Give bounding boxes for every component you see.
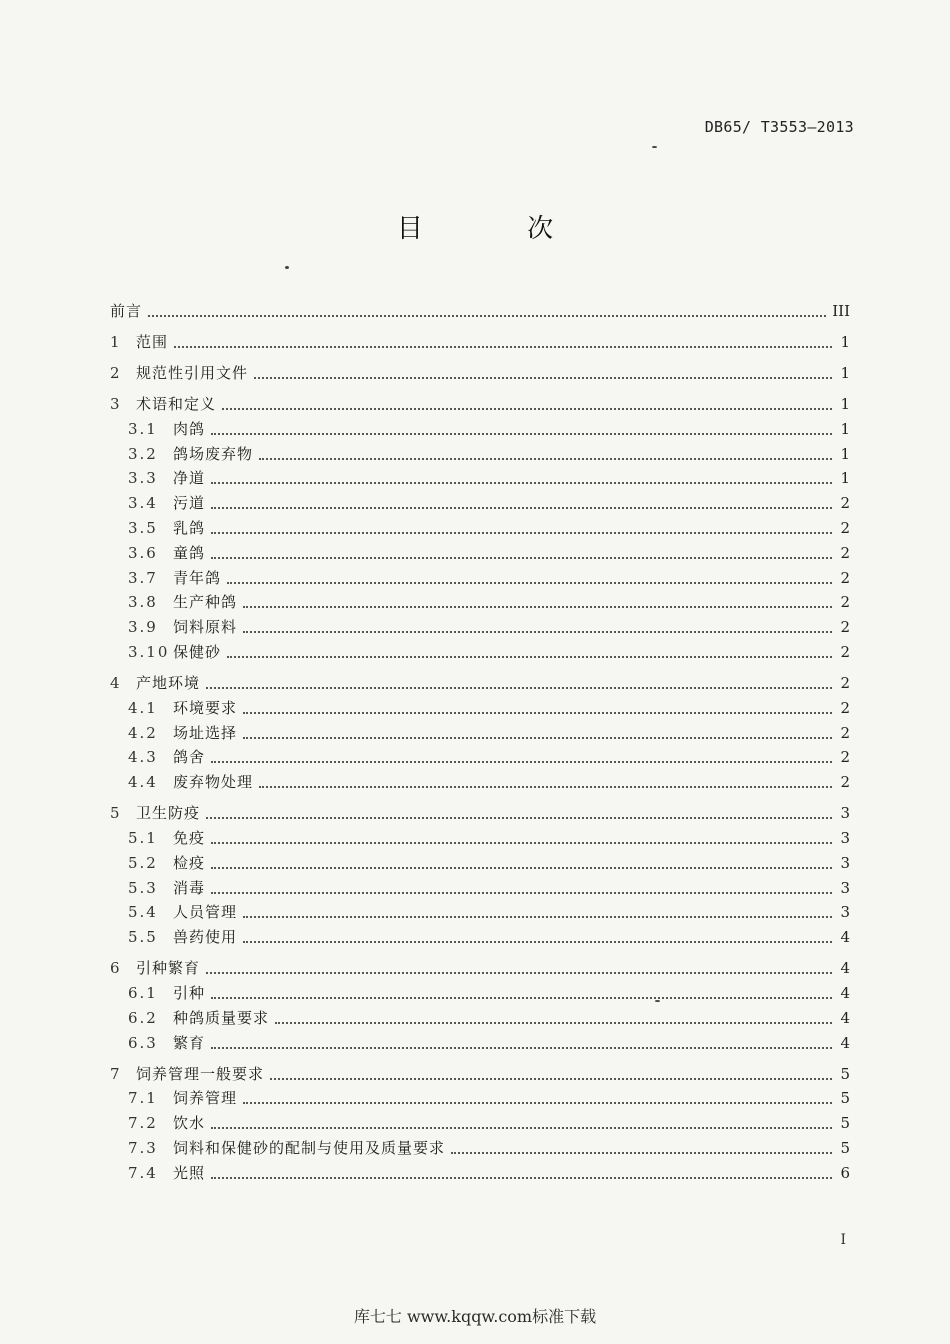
toc-entry-page: 1	[840, 469, 850, 488]
toc-subentry[interactable]	[110, 488, 850, 513]
toc-entry-label: 饲养管理一般要求	[136, 1064, 265, 1083]
dot-leader	[211, 1046, 832, 1049]
toc-entry-label: 场址选择	[173, 723, 238, 742]
toc-entry-page: 4	[840, 959, 850, 978]
dot-leader	[259, 457, 832, 460]
toc-entry-label: 乳鸽	[173, 518, 206, 537]
toc-entry-page: 2	[840, 673, 850, 692]
toc-subentry[interactable]	[110, 718, 850, 743]
toc-entry-label: 引种繁育	[136, 959, 201, 978]
toc-entry-number: 5.4	[128, 903, 158, 922]
toc-entry-number: 7.3	[128, 1138, 158, 1157]
toc-entry-number: 4.4	[128, 773, 158, 792]
toc-entry-number: 2	[110, 364, 122, 382]
toc-entry-page: 3	[840, 828, 850, 847]
toc-entry-number: 6.2	[128, 1008, 158, 1027]
toc-entry-page: 1	[840, 364, 850, 382]
toc-subentry[interactable]	[110, 1003, 850, 1028]
toc-entry-page: 4	[840, 983, 850, 1002]
toc-entry-page: 4	[840, 928, 850, 947]
dot-leader	[211, 1176, 832, 1179]
dot-leader	[270, 1077, 832, 1080]
toc-entry-page: 3	[840, 878, 850, 897]
toc-subentry[interactable]	[110, 563, 850, 588]
dot-leader	[206, 686, 832, 689]
toc-entry-page: 2	[840, 568, 850, 587]
toc-entry-page: 1	[840, 333, 850, 351]
toc-entry-page: 1	[840, 395, 850, 413]
toc-subentry[interactable]	[110, 1084, 850, 1109]
toc-entry-label: 人员管理	[173, 903, 238, 922]
toc-entry[interactable]	[110, 290, 850, 321]
toc-subentry[interactable]	[110, 439, 850, 464]
dot-leader	[148, 314, 826, 317]
toc-entry-number: 1	[110, 333, 122, 351]
toc-subentry[interactable]	[110, 873, 850, 898]
toc-entry-label: 废弃物处理	[173, 773, 254, 792]
toc-entry-label: 前言	[110, 302, 143, 320]
toc-entry-number: 5.1	[128, 828, 158, 847]
toc-entry-page: 2	[840, 518, 850, 537]
toc-entry-page: 4	[840, 1033, 850, 1052]
toc-entry[interactable]	[110, 321, 850, 352]
toc-entry-page: 3	[840, 804, 850, 823]
toc-entry[interactable]	[110, 383, 850, 414]
toc-entry-label: 繁育	[173, 1033, 206, 1052]
toc-entry-page: 3	[840, 853, 850, 872]
dot-leader	[227, 655, 832, 658]
toc-entry-number: 5.5	[128, 928, 158, 947]
dot-leader	[211, 506, 832, 509]
scan-speck	[655, 1000, 660, 1002]
toc-entry-page: 5	[840, 1138, 850, 1157]
toc-entry-page: 6	[840, 1163, 850, 1182]
toc-entry-number: 5	[110, 804, 122, 823]
toc-subentry[interactable]	[110, 848, 850, 873]
toc-entry-page: 1	[840, 444, 850, 463]
dot-leader	[211, 866, 832, 869]
toc-entry-number: 4	[110, 673, 122, 692]
toc-entry-label: 饲料原料	[173, 618, 238, 637]
toc-entry-number: 7.1	[128, 1089, 158, 1108]
toc-entry-page: 2	[840, 698, 850, 717]
toc-subentry[interactable]	[110, 743, 850, 768]
toc-entry-label: 卫生防疫	[136, 804, 201, 823]
dot-leader	[243, 940, 832, 943]
dot-leader	[206, 971, 832, 974]
toc-subentry[interactable]	[110, 513, 850, 538]
dot-leader	[206, 816, 832, 819]
toc-subentry[interactable]	[110, 978, 850, 1003]
scan-speck	[285, 266, 289, 269]
toc-subentry[interactable]	[110, 898, 850, 923]
dot-leader	[243, 630, 832, 633]
toc-entry-label: 鸽舍	[173, 748, 206, 767]
dot-leader	[243, 711, 832, 714]
toc-entry-label: 引种	[173, 983, 206, 1002]
page-title: 目 次	[396, 214, 602, 244]
toc-entry-label: 饮水	[173, 1114, 206, 1133]
toc-entry-page: 2	[840, 642, 850, 661]
dot-leader	[243, 1101, 832, 1104]
toc-entry-page: 2	[840, 748, 850, 767]
dot-leader	[211, 556, 832, 559]
toc-entry-number: 6.3	[128, 1033, 158, 1052]
toc-subentry[interactable]	[110, 1028, 850, 1053]
toc-entry-number: 6.1	[128, 983, 158, 1002]
toc-entry-label: 童鸽	[173, 543, 206, 562]
toc-entry-label: 环境要求	[173, 698, 238, 717]
toc-entry-label: 兽药使用	[173, 928, 238, 947]
dot-leader	[174, 345, 832, 348]
toc-entry-page: 5	[840, 1064, 850, 1083]
dot-leader	[211, 760, 832, 763]
toc-entry-page: 2	[840, 773, 850, 792]
toc-entry-label: 术语和定义	[136, 395, 217, 413]
toc-entry-label: 规范性引用文件	[136, 364, 249, 382]
toc-subentry[interactable]	[110, 1133, 850, 1158]
toc-entry[interactable]	[110, 792, 850, 823]
toc-subentry[interactable]	[110, 922, 850, 947]
toc-entry-label: 种鸽质量要求	[173, 1008, 270, 1027]
toc-entry-label: 范围	[136, 333, 169, 351]
toc-entry-label: 消毒	[173, 878, 206, 897]
toc-entry-number: 4.1	[128, 698, 158, 717]
toc-subentry[interactable]	[110, 538, 850, 563]
toc-entry-page: 2	[840, 723, 850, 742]
dot-leader	[243, 915, 832, 918]
toc-entry-number: 3.6	[128, 543, 158, 562]
dot-leader	[211, 1126, 832, 1129]
toc-entry[interactable]	[110, 662, 850, 693]
toc-subentry[interactable]	[110, 767, 850, 792]
toc-entry-label: 生产种鸽	[173, 593, 238, 612]
scan-speck	[652, 146, 657, 148]
toc-entry[interactable]	[110, 947, 850, 978]
toc-entry-number: 3.4	[128, 494, 158, 513]
toc-entry-number: 7.2	[128, 1114, 158, 1133]
toc-subentry[interactable]	[110, 637, 850, 662]
toc-subentry[interactable]	[110, 1108, 850, 1133]
toc-subentry[interactable]	[110, 823, 850, 848]
toc-entry-label: 饲养管理	[173, 1089, 238, 1108]
toc-entry-number: 3.5	[128, 518, 158, 537]
toc-subentry[interactable]	[110, 612, 850, 637]
toc-entry-number: 3.8	[128, 593, 158, 612]
toc-entry-page: 3	[840, 903, 850, 922]
toc-entry-page: III	[832, 302, 850, 320]
dot-leader	[243, 605, 832, 608]
toc-subentry[interactable]	[110, 693, 850, 718]
table-of-contents	[110, 290, 850, 1183]
dot-leader	[211, 891, 832, 894]
toc-entry-label: 光照	[173, 1163, 206, 1182]
toc-entry-number: 6	[110, 959, 122, 978]
toc-entry[interactable]	[110, 352, 850, 383]
toc-entry-number: 7.4	[128, 1163, 158, 1182]
toc-entry-page: 2	[840, 593, 850, 612]
toc-entry-label: 检疫	[173, 853, 206, 872]
toc-entry-number: 4.3	[128, 748, 158, 767]
toc-entry-page: 1	[840, 419, 850, 438]
toc-entry-label: 饲料和保健砂的配制与使用及质量要求	[173, 1138, 446, 1157]
dot-leader	[211, 432, 832, 435]
toc-subentry[interactable]	[110, 588, 850, 613]
toc-entry-label: 污道	[173, 494, 206, 513]
toc-entry-number: 3.1	[128, 419, 158, 438]
toc-entry-page: 5	[840, 1114, 850, 1133]
toc-entry-number: 3.10	[128, 642, 170, 661]
toc-entry-number: 3	[110, 395, 122, 413]
toc-subentry[interactable]	[110, 414, 850, 439]
toc-entry-label: 免疫	[173, 828, 206, 847]
dot-leader	[254, 376, 832, 379]
toc-entry-number: 5.3	[128, 878, 158, 897]
dot-leader	[222, 407, 832, 410]
toc-entry-number: 4.2	[128, 723, 158, 742]
dot-leader	[275, 1021, 832, 1024]
toc-entry-number: 3.7	[128, 568, 158, 587]
toc-entry-page: 2	[840, 618, 850, 637]
dot-leader	[227, 581, 832, 584]
toc-entry-page: 5	[840, 1089, 850, 1108]
dot-leader	[211, 996, 832, 999]
toc-subentry[interactable]	[110, 1158, 850, 1183]
toc-entry-number: 3.3	[128, 469, 158, 488]
toc-entry-label: 青年鸽	[173, 568, 222, 587]
toc-entry-page: 4	[840, 1008, 850, 1027]
toc-entry-number: 3.9	[128, 618, 158, 637]
dot-leader	[451, 1151, 832, 1154]
dot-leader	[211, 481, 832, 484]
dot-leader	[211, 531, 832, 534]
watermark-text: 库七七 www.kqqw.com标准下载	[353, 1307, 597, 1326]
dot-leader	[243, 736, 832, 739]
toc-entry-label: 肉鸽	[173, 419, 206, 438]
page-number: I	[840, 1232, 846, 1248]
toc-entry[interactable]	[110, 1053, 850, 1084]
toc-entry-page: 2	[840, 494, 850, 513]
toc-entry-label: 净道	[173, 469, 206, 488]
toc-entry-number: 5.2	[128, 853, 158, 872]
dot-leader	[259, 785, 832, 788]
toc-entry-number: 3.2	[128, 444, 158, 463]
toc-entry-number: 7	[110, 1064, 122, 1083]
document-code: DB65/ T3553—2013	[704, 118, 854, 136]
toc-entry-label: 产地环境	[136, 673, 201, 692]
toc-entry-label: 鸽场废弃物	[173, 444, 254, 463]
dot-leader	[211, 841, 832, 844]
toc-entry-label: 保健砂	[173, 642, 222, 661]
toc-subentry[interactable]	[110, 464, 850, 489]
toc-entry-page: 2	[840, 543, 850, 562]
